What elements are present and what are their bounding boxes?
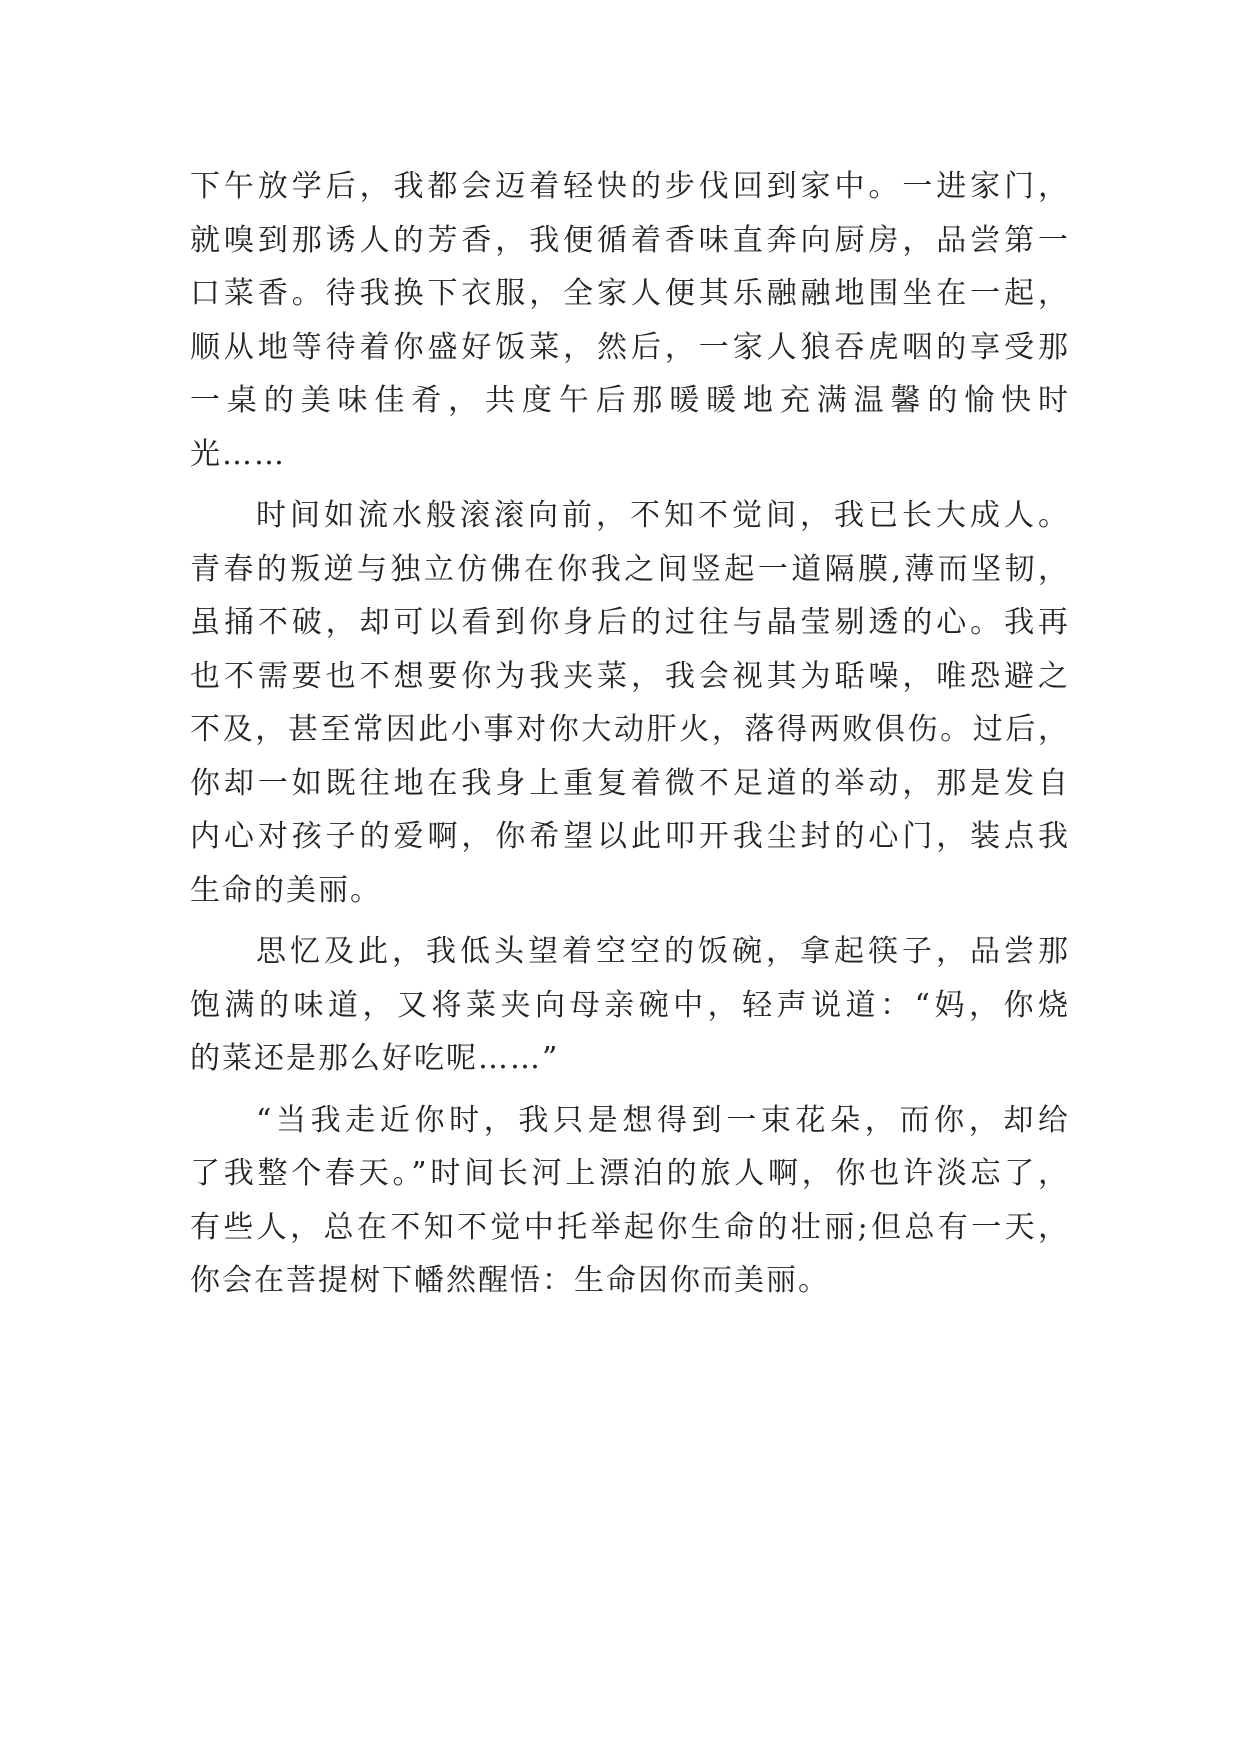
- paragraph-line: 也不需要也不想要你为我夹菜，我会视其为聒噪，唯恐避之: [190, 658, 1070, 694]
- paragraph-2: [190, 489, 1070, 917]
- paragraph-4: [190, 1094, 1070, 1308]
- paragraph-3: [190, 925, 1070, 1086]
- paragraph-line: 不及，甚至常因此小事对你大动肝火，落得两败俱伤。过后，: [190, 712, 1070, 747]
- paragraph-line: 光……: [190, 436, 286, 472]
- paragraph-line: 生命的美丽。: [190, 872, 382, 908]
- paragraph-line: 顺从地等待着你盛好饭菜，然后，一家人狼吞虎咽的享受那: [190, 329, 1070, 365]
- paragraph-line: 青春的叛逆与独立仿佛在你我之间竖起一道隔膜,薄而坚韧，: [190, 551, 1070, 587]
- paragraph-line: 了我整个春天。”时间长河上漂泊的旅人啊，你也许淡忘了，: [190, 1156, 1070, 1191]
- paragraph-line: 一桌的美味佳肴，共度午后那暖暖地充满温馨的愉快时: [190, 383, 1070, 418]
- paragraph-line: 口菜香。待我换下衣服，全家人便其乐融融地围坐在一起，: [190, 276, 1070, 311]
- paragraph-line: 内心对孩子的爱啊，你希望以此叩开我尘封的心门，装点我: [190, 819, 1070, 854]
- paragraph-line: 下午放学后，我都会迈着轻快的步伐回到家中。一进家门，: [190, 169, 1070, 204]
- paragraph-line: 有些人，总在不知不觉中托举起你生命的壮丽;但总有一天，: [190, 1209, 1070, 1245]
- document-body: [190, 160, 1070, 1308]
- paragraph-1: [190, 160, 1070, 481]
- paragraph-line: 饱满的味道，又将菜夹向母亲碗中，轻声说道：“妈，你烧: [190, 987, 1070, 1023]
- paragraph-line: 时间如流水般滚滚向前，不知不觉间，我已长大成人。: [256, 498, 1070, 533]
- paragraph-line: 虽捅不破，却可以看到你身后的过往与晶莹剔透的心。我再: [190, 605, 1070, 640]
- paragraph-line: “当我走近你时，我只是想得到一束花朵，而你，却给: [256, 1102, 1070, 1138]
- paragraph-line: 思忆及此，我低头望着空空的饭碗，拿起筷子，品尝那: [256, 934, 1070, 969]
- paragraph-line: 你却一如既往地在我身上重复着微不足道的举动，那是发自: [190, 765, 1070, 801]
- paragraph-line: 就嗅到那诱人的芳香，我便循着香味直奔向厨房，品尝第一: [190, 222, 1070, 258]
- paragraph-line: 你会在菩提树下幡然醒悟：生命因你而美丽。: [190, 1263, 830, 1298]
- paragraph-line: 的菜还是那么好吃呢……”: [190, 1041, 560, 1076]
